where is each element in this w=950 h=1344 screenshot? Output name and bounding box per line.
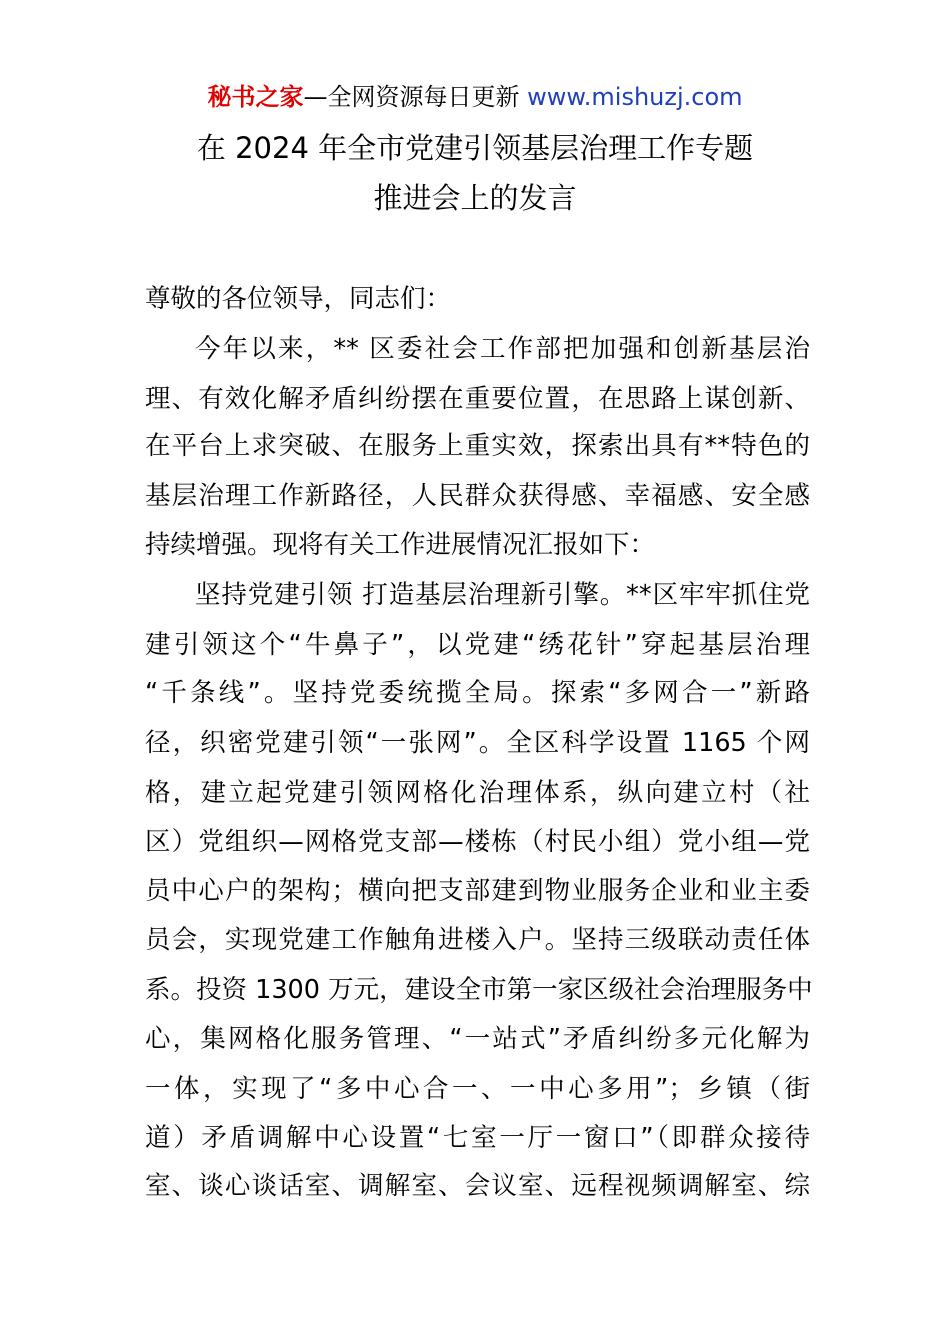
body-line: 格，建立起党建引领网格化治理体系，纵向建立村（社 xyxy=(145,778,810,808)
body-line: 持续增强。现将有关工作进展情况汇报如下： xyxy=(145,530,656,560)
body-line: 道）矛盾调解中心设置“七室一厅一窗口”（即群众接待 xyxy=(145,1123,810,1153)
site-url-link[interactable]: www.mishuzj.com xyxy=(527,83,743,111)
body-line: 今年以来，** 区委社会工作部把加强和创新基层治 xyxy=(195,334,810,364)
body-line: 心，集网格化服务管理、“一站式”矛盾纠纷多元化解为 xyxy=(145,1024,810,1054)
body-line: 理、有效化解矛盾纠纷摆在重要位置，在思路上谋创新、 xyxy=(145,384,810,414)
body-line: “千条线”。坚持党委统揽全局。探索“多网合一”新路 xyxy=(145,678,810,708)
body-line: 在平台上求突破、在服务上重实效，探索出具有**特色的 xyxy=(145,431,810,461)
body-line: 径，织密党建引领“一张网”。全区科学设置 1165 个网 xyxy=(145,728,810,758)
body-line: 员会，实现党建工作触角进楼入户。坚持三级联动责任体 xyxy=(145,925,810,955)
document-title-line-2: 推进会上的发言 xyxy=(373,181,577,215)
body-line: 基层治理工作新路径，人民群众获得感、幸福感、安全感 xyxy=(145,481,810,511)
document-title-line-1: 在 2024 年全市党建引领基层治理工作专题 xyxy=(196,131,754,165)
header-tagline: —全网资源每日更新 xyxy=(303,83,520,111)
salutation: 尊敬的各位领导，同志们： xyxy=(145,284,452,314)
brand-name: 秘书之家 xyxy=(207,83,304,111)
body-line: 区）党组织—网格党支部—楼栋（村民小组）党小组—党 xyxy=(145,827,810,857)
body-line: 建引领这个“牛鼻子”，以党建“绣花针”穿起基层治理 xyxy=(145,630,810,660)
body-line: 员中心户的架构；横向把支部建到物业服务企业和业主委 xyxy=(145,876,810,906)
body-line: 系。投资 1300 万元，建设全市第一家区级社会治理服务中 xyxy=(145,975,813,1005)
body-line: 一体，实现了“多中心合一、一中心多用”；乡镇（街 xyxy=(145,1074,810,1104)
body-line: 坚持党建引领 打造基层治理新引擎。**区牢牢抓住党 xyxy=(195,580,810,610)
site-header xyxy=(0,82,950,112)
body-line: 室、谈心谈话室、调解室、会议室、远程视频调解室、综 xyxy=(145,1171,810,1201)
